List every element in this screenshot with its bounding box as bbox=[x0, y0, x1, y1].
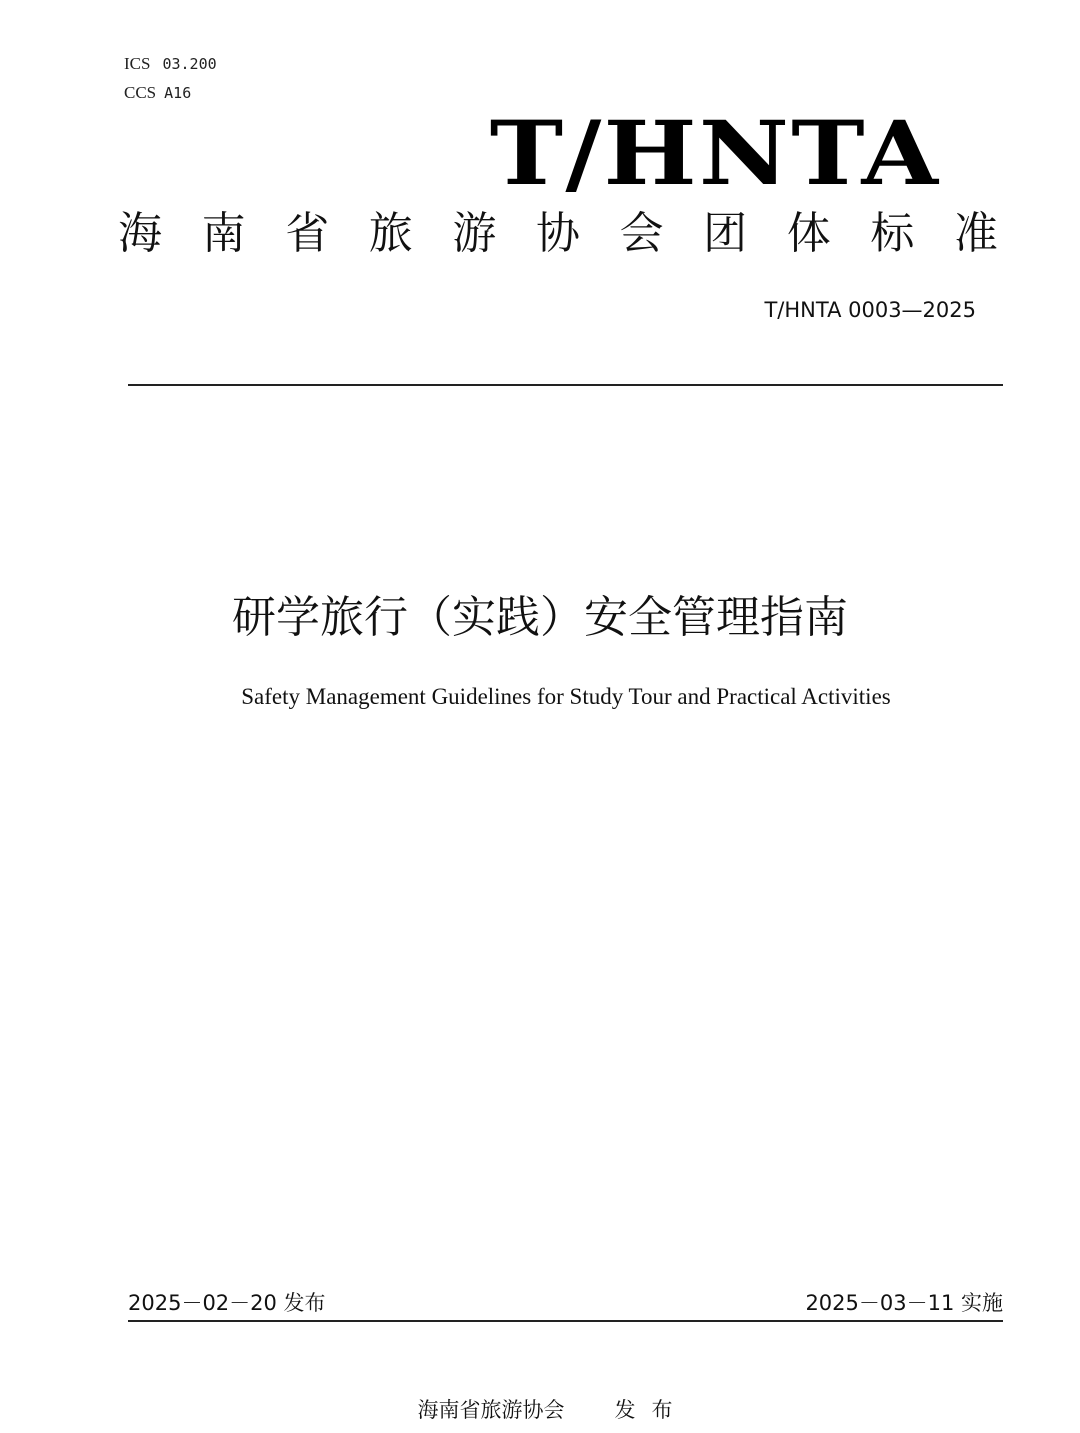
ccs-value: A16 bbox=[164, 84, 192, 102]
org-title-char: 准 bbox=[953, 208, 998, 259]
org-title-char: 南 bbox=[201, 208, 246, 259]
org-title-char: 游 bbox=[452, 208, 497, 259]
footer-divider bbox=[128, 1320, 1003, 1322]
ics-code bbox=[124, 54, 217, 74]
ics-value: 03.200 bbox=[162, 55, 217, 73]
org-title-char: 团 bbox=[703, 208, 748, 259]
publisher-org: 海南省旅游协会 bbox=[417, 1398, 565, 1422]
org-title-char: 省 bbox=[285, 208, 330, 259]
document-title-chinese: 研学旅行（实践）安全管理指南 bbox=[232, 592, 848, 643]
standard-org-title bbox=[118, 206, 998, 262]
ccs-code bbox=[124, 83, 191, 103]
org-title-char: 海 bbox=[118, 208, 162, 259]
publisher-line bbox=[0, 1395, 1080, 1425]
org-title-char: 协 bbox=[535, 208, 580, 259]
org-title-char: 旅 bbox=[368, 208, 413, 259]
effective-date: 2025－03－11 实施 bbox=[805, 1291, 1003, 1315]
publish-date: 2025－02－20 发布 bbox=[128, 1291, 326, 1315]
org-title-char: 标 bbox=[870, 208, 915, 259]
ics-label: ICS bbox=[124, 54, 151, 73]
standard-number: T/HNTA 0003—2025 bbox=[764, 298, 976, 322]
org-title-char: 体 bbox=[786, 208, 831, 259]
document-title-english: Safety Management Guidelines for Study Tour and Practical Activities bbox=[241, 684, 891, 709]
ccs-label: CCS bbox=[124, 83, 157, 102]
org-title-char: 会 bbox=[619, 208, 664, 259]
standard-org-code: T/HNTA bbox=[489, 101, 940, 205]
publisher-action: 发布 bbox=[614, 1398, 689, 1422]
header-divider bbox=[128, 384, 1003, 386]
